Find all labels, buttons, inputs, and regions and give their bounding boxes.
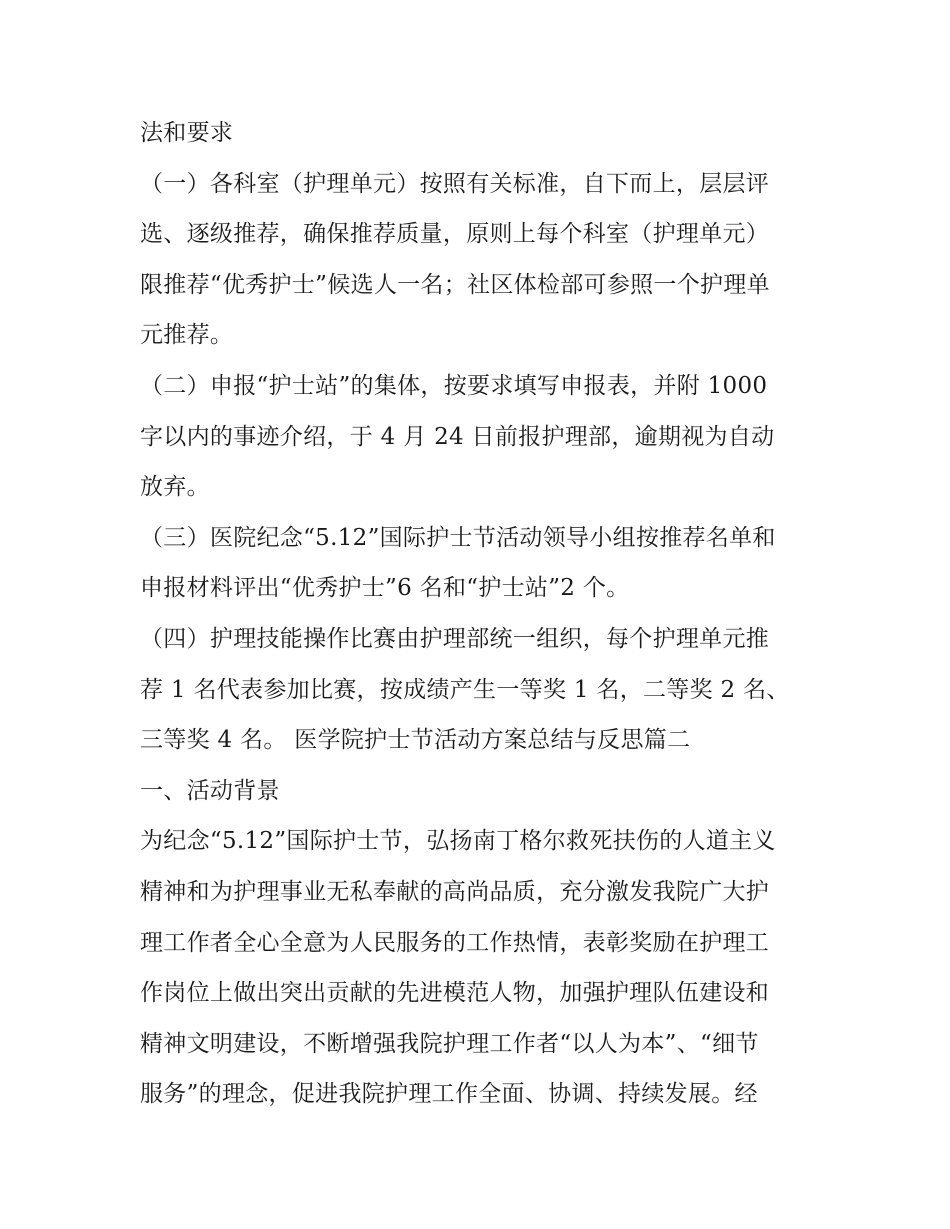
text-line: 精神文明建设，不断增强我院护理工作者“以人为本”、“细节	[140, 1030, 759, 1057]
document-body	[140, 108, 820, 1120]
section-heading: 一、活动背景	[140, 777, 280, 804]
text-line: （三）医院纪念“5.12”国际护士节活动领导小组按推荐名单和	[140, 524, 776, 551]
text-line: 元推荐。	[140, 322, 234, 349]
text-line: 申报材料评出“优秀护士”6 名和“护士站”2 个。	[140, 575, 630, 602]
text-line: 字以内的事迹介绍，于 4 月 24 日前报护理部，逾期视为自动	[140, 423, 775, 450]
text-line: 作岗位上做出突出贡献的先进模范人物，加强护理队伍建设和	[140, 980, 770, 1007]
text-line: （四）护理技能操作比赛由护理部统一组织，每个护理单元推	[140, 625, 770, 652]
text-line: 荐 1 名代表参加比赛，按成绩产生一等奖 1 名，二等奖 2 名、	[140, 676, 790, 703]
text-line: 服务”的理念，促进我院护理工作全面、协调、持续发展。经	[140, 1081, 758, 1108]
text-line: （二）申报“护士站”的集体，按要求填写申报表，并附 1000	[140, 372, 768, 399]
text-line: 理工作者全心全意为人民服务的工作热情，表彰奖励在护理工	[140, 929, 770, 956]
text-line: 三等奖 4 名。 医学院护士节活动方案总结与反思篇二	[140, 727, 691, 754]
text-line: 法和要求	[140, 120, 234, 146]
text-line: 限推荐“优秀护士”候选人一名；社区体检部可参照一个护理单	[140, 271, 770, 298]
text-line: 为纪念“5.12”国际护士节，弘扬南丁格尔救死扶伤的人道主义	[140, 828, 776, 855]
text-line: 放弃。	[140, 474, 210, 501]
text-line: 精神和为护理事业无私奉献的高尚品质，充分激发我院广大护	[140, 878, 770, 905]
text-line: 选、逐级推荐，确保推荐质量，原则上每个科室（护理单元）	[140, 221, 770, 248]
text-line: （一）各科室（护理单元）按照有关标准，自下而上，层层评	[140, 170, 770, 197]
